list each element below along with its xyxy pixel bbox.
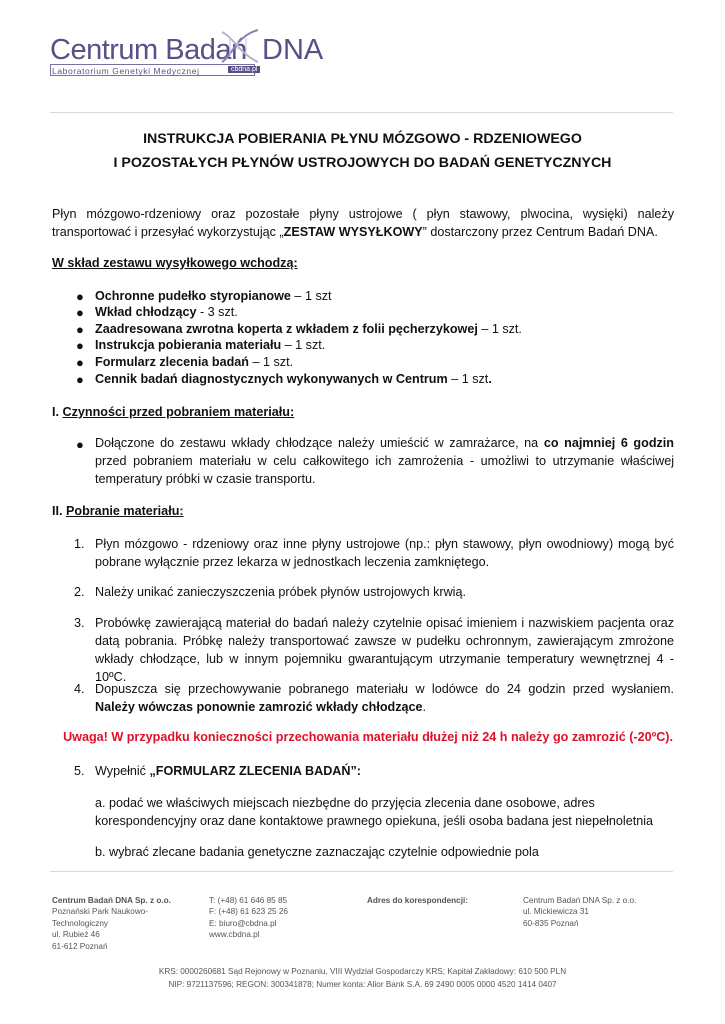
- company-logo: [50, 26, 350, 78]
- footer-company-block: [52, 895, 171, 952]
- intro-text-1: Płyn mózgowo-rdzeniowy oraz pozostałe płyny ustrojowe ( płyn stawowy, plwocina, wysięki) należy transportować i przesyłać wykorzystując „: [52, 207, 674, 239]
- item-number: 4.: [74, 682, 85, 696]
- section-1-item: Dołączone do zestawu wkłady chłodzące należy umieścić w zamrażarce, na co najmniej 6 godzin przed pobraniem materiału w celu całkowitego ich zamrożenia - umożliwi to utrzymanie właściwej temperatury próbki w czasie transportu.: [95, 436, 675, 486]
- section-2-item-5: Wypełnić „FORMULARZ ZLECENIA BADAŃ”:: [95, 764, 361, 778]
- list-item: Instrukcja pobierania materiału – 1 szt.: [95, 338, 326, 352]
- footer-website[interactable]: www.cbdna.pl: [209, 930, 260, 940]
- kit-heading: W skład zestawu wysyłkowego wchodzą:: [52, 256, 298, 270]
- bullet-icon: ●: [76, 372, 84, 387]
- bullet-icon: ●: [76, 322, 84, 337]
- footer-company-name: Centrum Badań DNA Sp. z o.o.: [52, 896, 171, 905]
- footer-krs: KRS: 0000260681 Sąd Rejonowy w Poznaniu, VIII Wydział Gospodarczy KRS; Kapitał Zakładowy: 610 500 PLN: [158, 967, 567, 976]
- sub-item-b: b. wybrać zlecane badania genetyczne zaznaczając czytelnie odpowiednie pola: [95, 845, 539, 859]
- item-number: 2.: [74, 585, 85, 599]
- section-2-item-4: Dopuszcza się przechowywanie pobranego materiału w lodówce do 24 godzin przed wysłaniem. Należy wówczas ponownie zamrozić wkłady chłodzące.: [95, 682, 674, 714]
- dna-helix-icon: [218, 26, 262, 66]
- footer-phone: T: (+48) 61 646 85 85: [209, 896, 288, 905]
- item-number: 1.: [74, 537, 85, 551]
- intro-text-2: ” dostarczony przez Centrum Badań DNA.: [422, 225, 658, 239]
- bullet-icon: ●: [76, 437, 84, 452]
- document-title-line-2: I POZOSTAŁYCH PŁYNÓW USTROJOWYCH DO BADAŃ GENETYCZNYCH: [113, 155, 612, 171]
- intro-kit-name: ZESTAW WYSYŁKOWY: [283, 225, 423, 239]
- footer-address-line: ul. Rubież 46: [52, 930, 100, 940]
- item-number: 3.: [74, 616, 85, 630]
- bullet-icon: ●: [76, 355, 84, 370]
- logo-subtitle: Laboratorium Genetyki Medycznej: [52, 66, 200, 76]
- footer-fax: F: (+48) 61 623 25 26: [209, 907, 288, 917]
- logo-dna: DNA: [262, 34, 324, 66]
- warning-note: Uwaga! W przypadku konieczności przechowania materiału dłużej niż 24 h należy go zamrozić (-20ºC).: [63, 730, 673, 744]
- list-item: Cennik badań diagnostycznych wykonywanych w Centrum – 1 szt.: [95, 372, 492, 386]
- list-item: Formularz zlecenia badań – 1 szt.: [95, 355, 294, 369]
- footer-correspondence-label: Adres do korespondencji:: [367, 896, 468, 905]
- bullet-icon: ●: [76, 305, 84, 320]
- bullet-icon: ●: [76, 338, 84, 353]
- section-2-heading: II. Pobranie materiału:: [52, 504, 184, 518]
- list-item: Ochronne pudełko styropianowe – 1 szt: [95, 289, 332, 303]
- list-item: Zaadresowana zwrotna koperta z wkładem z folii pęcherzykowej – 1 szt.: [95, 322, 522, 336]
- header-divider: [50, 112, 673, 113]
- logo-url: cbdna.pl: [228, 66, 260, 73]
- footer-corr-line: ul. Mickiewicza 31: [523, 907, 589, 917]
- footer-corr-line: Centrum Badań DNA Sp. z o.o.: [523, 896, 637, 905]
- section-2-item-3: Probówkę zawierającą materiał do badań należy czytelnie opisać imieniem i nazwiskiem pacjenta oraz datą pobrania. Próbkę należy transportować zawsze w pudełku ochronnym, zawierającym zmrożone wkłady chłodzące, lub w innym pojemniku gwarantującym utrzymanie temperatury wewnętrznej 4 - 10ºC.: [95, 616, 674, 684]
- footer-email[interactable]: E: biuro@cbdna.pl: [209, 918, 277, 928]
- sub-item-a: a. podać we właściwych miejscach niezbędne do przyjęcia zlecenia dane osobowe, adres korespondencyjny oraz dane kontaktowe prawnego opiekuna, jeśli osoba badana jest niepełnoletnia: [95, 796, 654, 828]
- logo-name: Centrum Badań: [50, 34, 247, 66]
- footer-corr-line: 60-835 Poznań: [523, 918, 579, 928]
- item-number: 5.: [74, 764, 85, 778]
- footer-nip: NIP: 9721137596; REGON: 300341878; Numer konta: Alior Bank S.A. 69 2490 0005 0000 4520 1414 0407: [168, 980, 557, 989]
- footer-divider: [50, 871, 673, 872]
- bullet-icon: ●: [76, 289, 84, 304]
- document-title-line-1: INSTRUKCJA POBIERANIA PŁYNU MÓZGOWO - RDZENIOWEGO: [143, 131, 582, 147]
- section-2-item-1: Płyn mózgowo - rdzeniowy oraz inne płyny ustrojowe (np.: płyn stawowy, płyn owodniowy) mogą być pobrane wyłącznie przez lekarza w jednostkach leczenia zamkniętego.: [95, 537, 674, 569]
- intro-paragraph: [52, 205, 674, 241]
- footer-address-line: Technologiczny: [52, 918, 108, 928]
- footer-address-line: Poznański Park Naukowo-: [52, 907, 149, 917]
- footer-contact-block: [209, 895, 288, 941]
- list-item: Wkład chłodzący - 3 szt.: [95, 305, 238, 319]
- section-2-item-2: Należy unikać zanieczyszczenia próbek płynów ustrojowych krwią.: [95, 585, 466, 599]
- footer-correspondence-block: [523, 895, 636, 929]
- section-1-heading: I. Czynności przed pobraniem materiału:: [52, 405, 295, 419]
- footer-address-line: 61-612 Poznań: [52, 941, 108, 951]
